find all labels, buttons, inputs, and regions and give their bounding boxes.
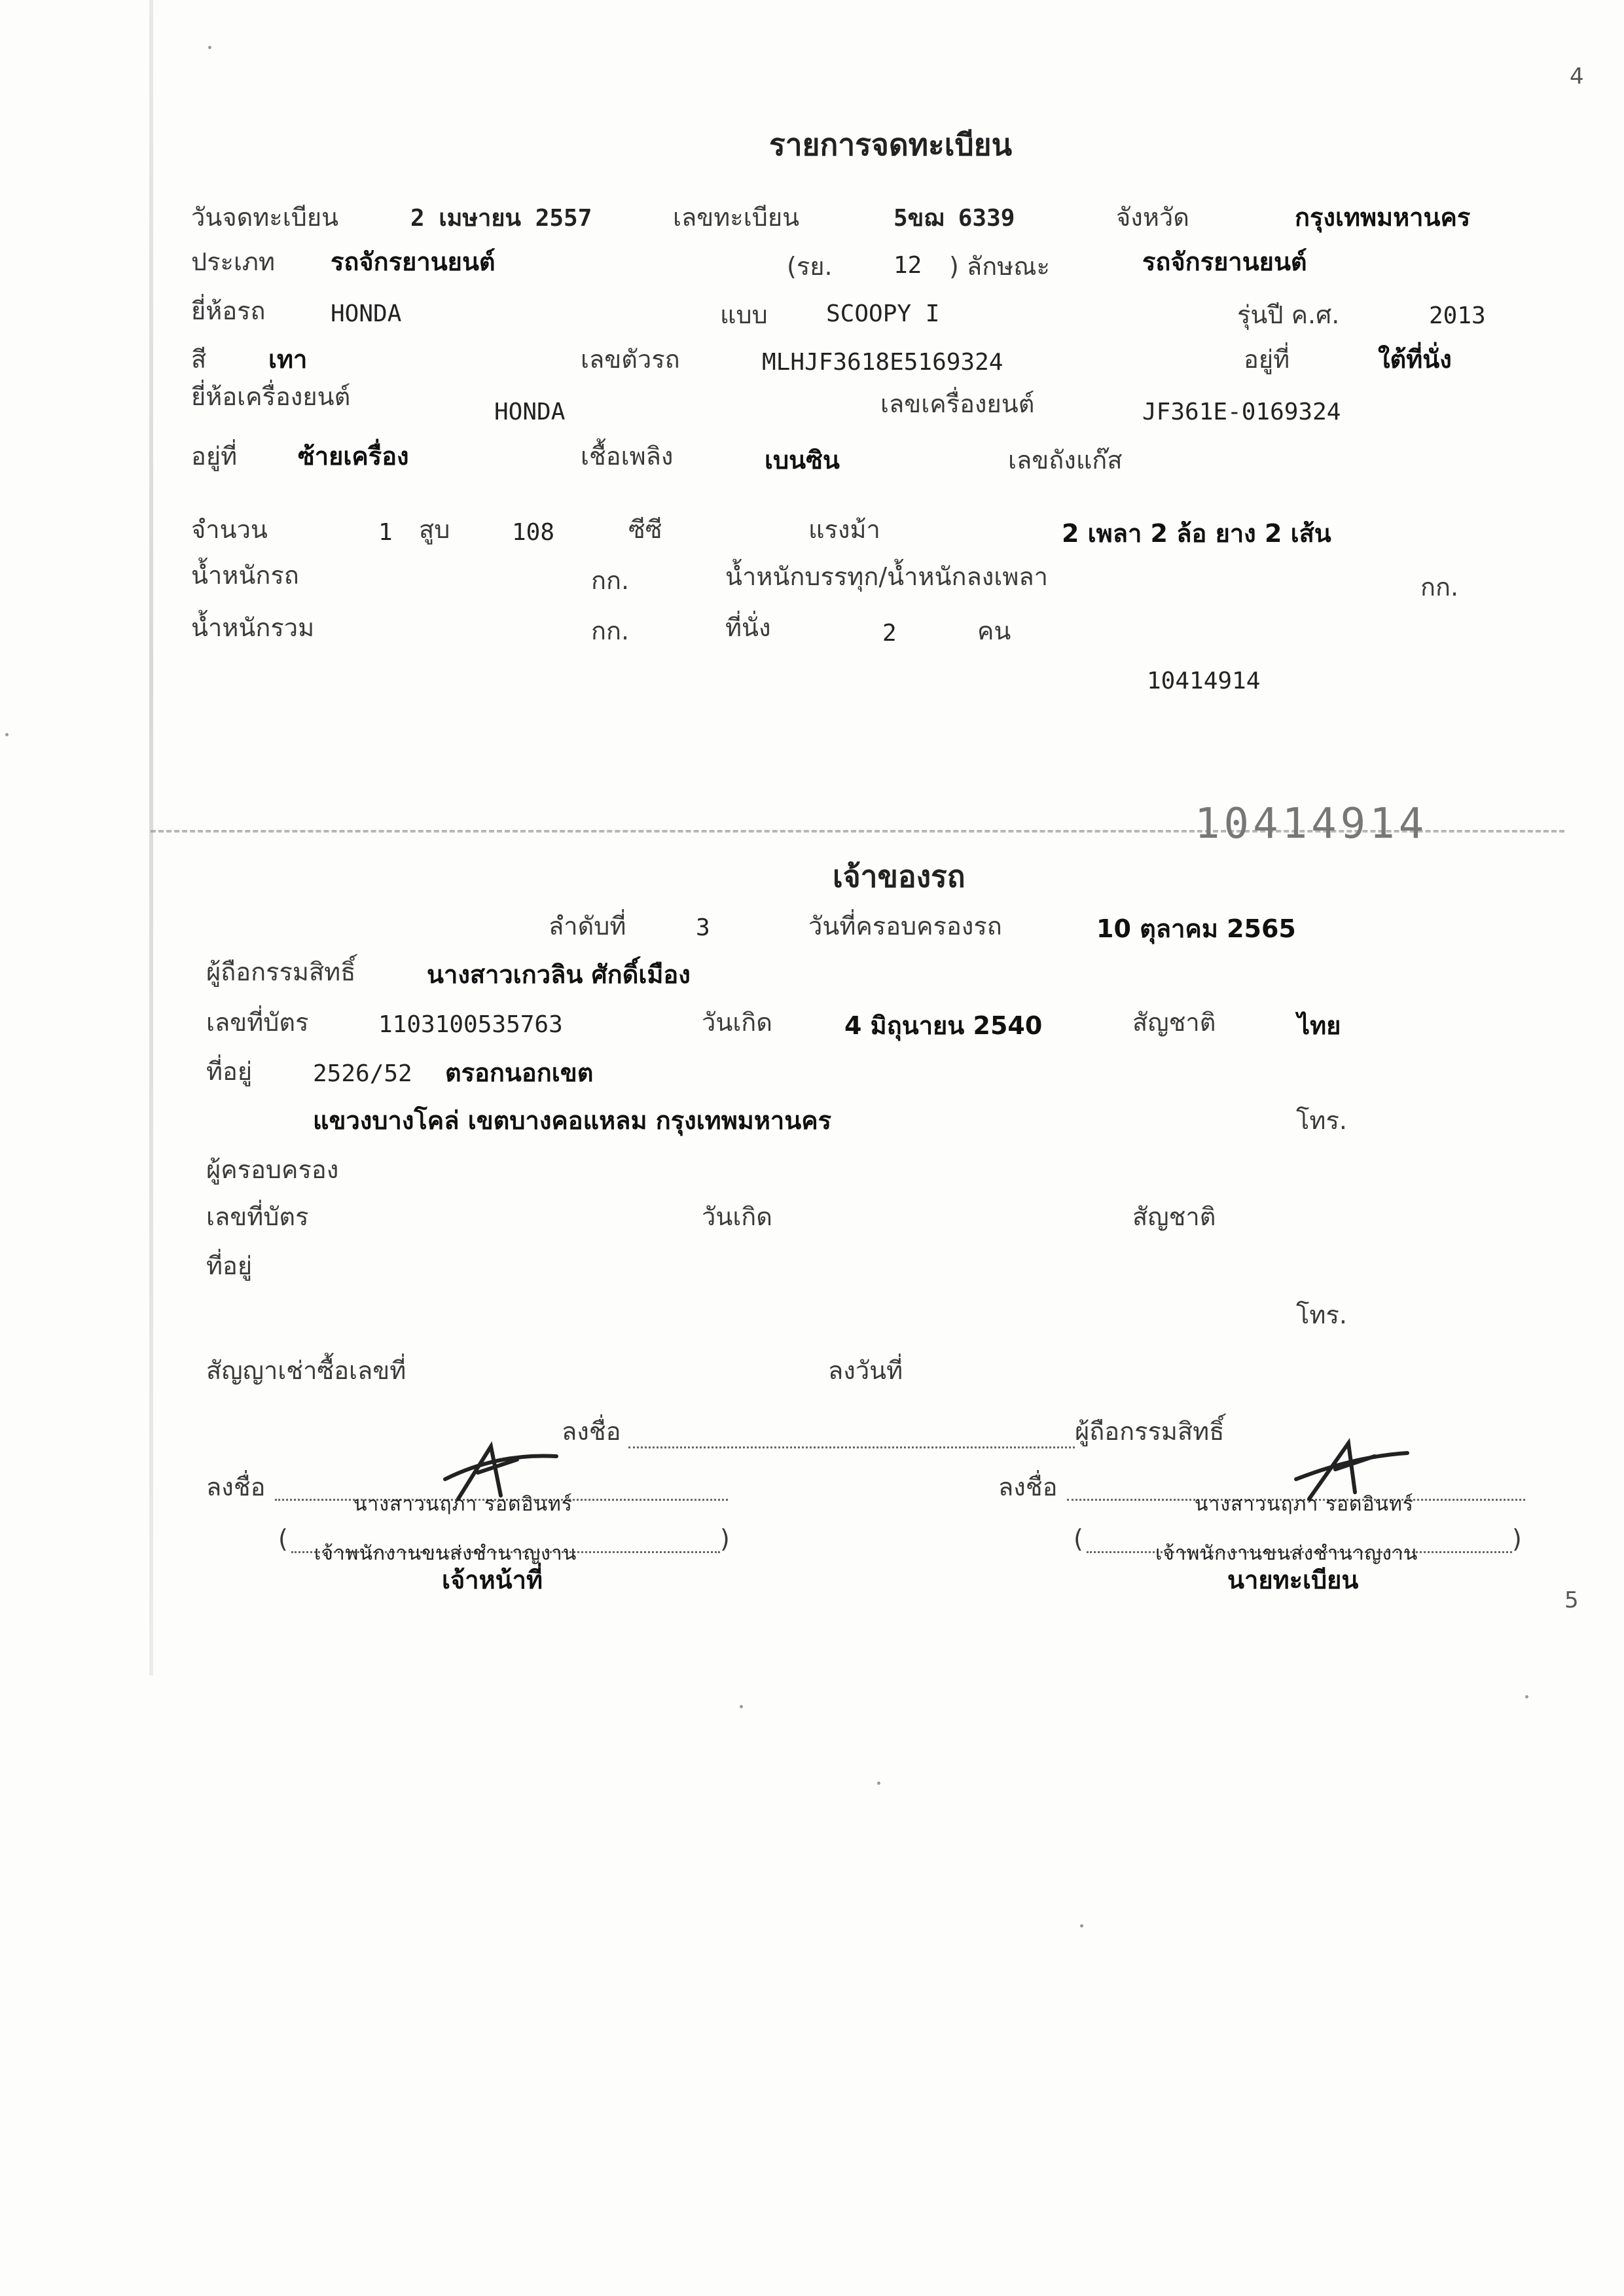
officer-sign-label-right: ลงชื่อ [998,1473,1058,1501]
cc-label: ซีซี [628,515,662,544]
vehicle-weight-label: น้ำหนักรถ [191,561,299,590]
officer-sign-label-left: ลงชื่อ [206,1473,266,1501]
possessor-nationality-label: สัญชาติ [1132,1202,1216,1231]
chassis-location-label: อยู่ที่ [1244,345,1290,374]
fuel-label: เชื้อเพลิง [581,442,674,471]
address-label: ที่อยู่ [206,1057,253,1086]
cylinder-count: 1 [378,519,393,546]
page-number-bottom: 5 [1564,1587,1579,1613]
officer-position-stamp-right: เจ้าพนักงานขนส่งชำนาญงาน [1155,1542,1418,1565]
ry-open: (รย. [787,252,833,281]
load-weight-label: น้ำหนักบรรทุก/น้ำหนักลงเพลา [725,562,1048,591]
officer-signature-scribble-right [1283,1433,1434,1512]
brand: HONDA [331,300,402,327]
year-label: รุ่นปี ค.ศ. [1237,300,1340,329]
engine-number-label: เลขเครื่องยนต์ [880,389,1035,418]
reg-date-label: วันจดทะเบียน [191,203,339,232]
scan-speck [1525,1695,1528,1698]
owner-heading: เจ้าของรถ [833,859,965,894]
faded-document-number: 10414914 [1195,800,1428,848]
reg-date: 2 เมษายน 2557 [410,205,592,232]
kg-unit: กก. [1420,573,1459,601]
officer-signature-scribble-left [419,1433,569,1512]
registrar-title: นายทะเบียน [1227,1566,1359,1594]
vehicle-color: เทา [268,345,308,374]
possessor-phone-label: โทร. [1296,1300,1347,1329]
horsepower-label: แรงม้า [808,515,880,544]
paren-close-left: ) [720,1524,730,1553]
holder-sign-title: ผู้ถือกรรมสิทธิ์ [1075,1417,1225,1446]
sign-date-label: ลงวันที่ [828,1356,903,1385]
scan-speck [877,1782,880,1785]
holder-label: ผู้ถือกรรมสิทธิ์ [206,958,356,986]
model: SCOOPY I [826,300,940,327]
paren-open-right: ( [1074,1524,1083,1553]
officer-name-stamp-left: นางสาวนฤภา รอดอินทร์ [353,1493,573,1516]
vehicle-type: รถจักรยานยนต์ [331,247,496,276]
kg-unit: กก. [591,617,630,645]
cylinder-label: สูบ [419,515,450,544]
possession-date: 10 ตุลาคม 2565 [1096,914,1296,943]
possessor-address-label: ที่อยู่ [206,1251,253,1280]
officer-name-stamp-right: นางสาวนฤภา รอดอินทร์ [1195,1493,1414,1516]
scan-speck [5,733,9,736]
plate-label: เลขทะเบียน [673,203,800,232]
engine-location: ซ้ายเครื่อง [298,442,409,471]
fuel: เบนซิน [765,446,840,475]
holder-signature-line [628,1446,1075,1448]
vehicle-style: รถจักรยานยนต์ [1142,247,1307,276]
address-line-2: แขวงบางโคล่ เขตบางคอแหลม กรุงเทพมหานคร [313,1106,832,1135]
holder-sign-label: ลงชื่อ [562,1417,621,1446]
chassis-number: MLHJF3618E5169324 [762,349,1003,376]
brand-label: ยี่ห้อรถ [191,296,266,325]
seats-label: ที่นั่ง [725,613,771,642]
sequence-label: ลำดับที่ [549,912,626,941]
model-year: 2013 [1429,302,1486,329]
cc-value: 108 [512,519,555,546]
page-number-top: 4 [1570,63,1584,90]
kg-unit: กก. [591,566,630,595]
nationality-label: สัญชาติ [1132,1008,1216,1037]
holder-name: นางสาวเกวลิน ศักดิ์เมือง [427,960,691,989]
axle-wheel-tyre: 2 เพลา 2 ล้อ ยาง 2 เส้น [1062,519,1331,548]
model-label: แบบ [720,300,768,329]
total-weight-label: น้ำหนักรวม [191,613,315,642]
type-label: ประเภท [191,247,276,276]
engine-brand: HONDA [494,399,566,425]
id-card-label: เลขที่บัตร [206,1008,309,1037]
hire-purchase-label: สัญญาเช่าซื้อเลขที่ [206,1356,406,1385]
address-line-1: ตรอกนอกเขต [445,1058,594,1087]
possessor-id-label: เลขที่บัตร [206,1202,309,1231]
scan-fold-edge [149,0,153,1676]
ry-close-style-label: ) ลักษณะ [949,252,1050,281]
engine-number: JF361E-0169324 [1142,399,1341,425]
plate-number: 5ขฌ 6339 [893,205,1015,232]
engine-brand-label: ยี่ห้อเครื่องยนต์ [191,382,351,411]
person-label: คน [977,617,1011,645]
possessor-label: ผู้ครอบครอง [206,1155,339,1184]
color-label: สี [191,345,207,374]
possessor-birthdate-label: วันเกิด [702,1202,772,1231]
gas-tank-label: เลขถังแก๊ส [1008,446,1123,475]
province: กรุงเทพมหานคร [1295,203,1471,232]
id-card-number: 1103100535763 [378,1011,563,1038]
province-label: จังหวัด [1116,203,1189,232]
birthdate-label: วันเกิด [702,1008,772,1037]
officer-position-stamp-left: เจ้าพนักงานขนส่งชำนาญงาน [314,1542,577,1565]
count-label: จำนวน [191,515,268,544]
seat-count: 2 [882,620,897,647]
paren-close-right: ) [1512,1524,1522,1553]
scan-speck [1080,1924,1083,1928]
registration-heading: รายการจดทะเบียน [769,127,1013,162]
birthdate: 4 มิถุนายน 2540 [844,1011,1043,1040]
address-number: 2526/52 [313,1060,412,1087]
chassis-location: ใต้ที่นั่ง [1378,345,1452,374]
sequence-number: 3 [696,914,710,941]
scan-speck [740,1705,743,1708]
scan-speck [208,46,211,49]
possession-date-label: วันที่ครอบครองรถ [808,912,1002,941]
chassis-label: เลขตัวรถ [581,345,680,374]
paren-open-left: ( [278,1524,288,1553]
document-number: 10414914 [1147,668,1261,694]
phone-label: โทร. [1296,1106,1347,1135]
ry-number: 12 [893,252,922,279]
nationality: ไทย [1297,1011,1341,1040]
engine-location-label: อยู่ที่ [191,442,238,471]
officer-title: เจ้าหน้าที่ [442,1566,543,1594]
